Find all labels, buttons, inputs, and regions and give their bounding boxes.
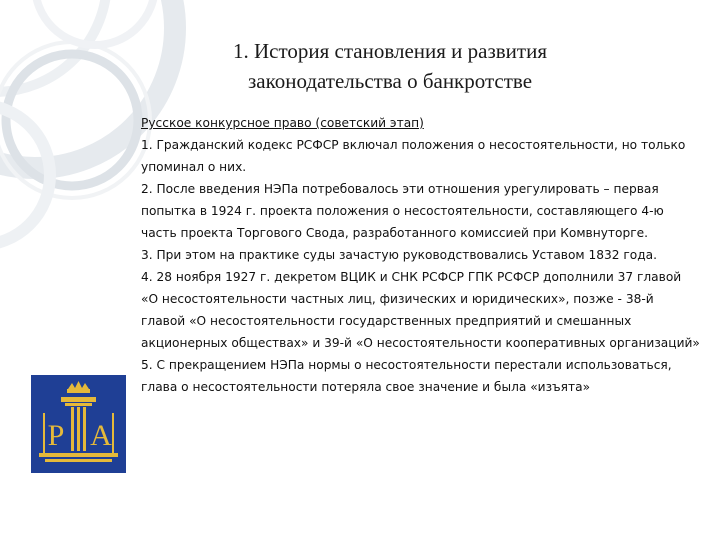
logo-letter-r: Р [47, 419, 65, 452]
title-line-1: 1. История становления и развития [232, 39, 547, 63]
slide-title [180, 36, 600, 96]
paragraph-3: 3. При этом на практике суды зачастую руководствовались Уставом 1832 года. [141, 248, 658, 262]
paragraph-2: 2. После введения НЭПа потребовалось эти отношения урегулировать – первая попытка в 1924 г. проекта положения о несостоятельности, составляющего 4-ю часть проекта Торгового Свода, разработанного комиссией при Комвнуторге. [141, 182, 664, 240]
paragraph-5: 5. С прекращением НЭПа нормы о несостоятельности перестали использоваться, глава о несостоятельности потеряла свое значение и была «изъята» [141, 358, 672, 394]
paragraph-4: 4. 28 ноября 1927 г. декретом ВЦИК и СНК РСФСР ГПК РСФСР дополнили 37 главой «О несостоятельности частных лиц, физических и юридических», позже - 38-й главой «О несостоятельности государственных предприятий и смешанных акционерных обществах» и 39-й «О несостоятельности кооперативных организаций» [141, 270, 700, 350]
slide-body [141, 112, 701, 398]
academy-logo [31, 375, 126, 473]
body-heading: Русское конкурсное право (советский этап) [141, 116, 424, 130]
paragraph-1: 1. Гражданский кодекс РСФСР включал положения о несостоятельности, но только упоминал о них. [141, 138, 686, 174]
title-line-2: законодательства о банкротстве [247, 69, 533, 93]
logo-letter-a: А [90, 419, 112, 452]
